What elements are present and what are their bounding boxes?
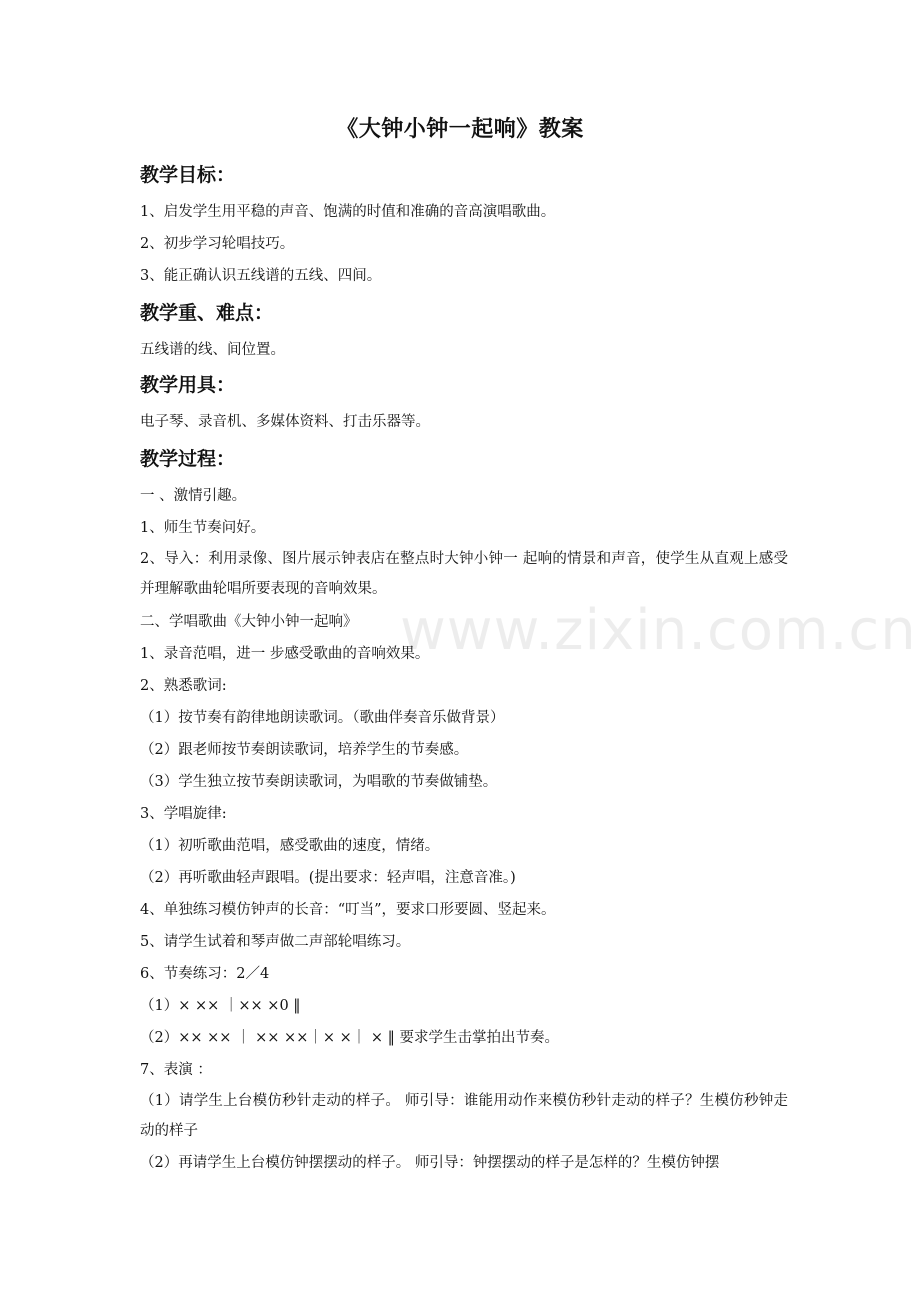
process-line: 2、熟悉歌词: [140, 678, 227, 694]
process-line: 4、单独练习模仿钟声的长音：“叮当”，要求口形要圆、竖起来。 [140, 902, 556, 918]
goal-item: 1、启发学生用平稳的声音、饱满的时值和准确的音高演唱歌曲。 [140, 204, 556, 220]
goal-item: 2、初步学习轮唱技巧。 [140, 236, 295, 252]
process-line: 二、学唱歌曲《大钟小钟一起响》 [140, 614, 358, 630]
focus-section [140, 296, 788, 366]
goal-item: 3、能正确认识五线谱的五线、四间。 [140, 268, 382, 284]
process-section [140, 442, 788, 1178]
focus-heading: 教学重、难点： [140, 302, 274, 324]
rhythm-line: （2）×× ×× ｜ ×× ××｜× ×｜ × ‖ 要求学生击掌拍出节奏。 [140, 1030, 559, 1046]
process-line: （2）再请学生上台模仿钟摆摆动的样子。 师引导：钟摆摆动的样子是怎样的？生模仿钟摆 [140, 1155, 720, 1171]
watermark: www.zixin.com.cn [400, 598, 917, 663]
process-line: 7、表演 ： [140, 1062, 212, 1078]
process-line: 5、请学生试着和琴声做二声部轮唱练习。 [140, 934, 411, 950]
process-line: （1）按节奏有韵律地朗读歌词。（歌曲伴奏音乐做背景） [140, 710, 505, 726]
process-line: （2）跟老师按节奏朗读歌词，培养学生的节奏感。 [140, 742, 469, 758]
focus-text: 五线谱的线、间位置。 [140, 342, 285, 358]
document-title: 《大钟小钟一起响》教案 [336, 116, 584, 142]
process-line: 1、师生节奏问好。 [140, 520, 266, 536]
process-line: 2、导入：利用录像、图片展示钟表店在整点时大钟小钟一 起响的情景和声音，使学生从直观上感受并理解歌曲轮唱所要表现的音响效果。 [140, 551, 788, 597]
tools-heading: 教学用具： [140, 374, 236, 396]
process-line: （2）再听歌曲轻声跟唱。(提出要求：轻声唱，注意音准。) [140, 870, 516, 886]
rhythm-line: （1）× ×× ｜×× ×0 ‖ [140, 998, 301, 1014]
goals-heading: 教学目标： [140, 164, 236, 186]
goals-section [140, 158, 788, 292]
process-line: 6、节奏练习：2／4 [140, 966, 270, 982]
process-heading: 教学过程： [140, 448, 236, 470]
tools-section [140, 368, 788, 438]
process-line: 1、录音范唱，进一 步感受歌曲的音响效果。 [140, 646, 430, 662]
process-line: 一 、激情引趣。 [140, 488, 247, 504]
process-line: （3）学生独立按节奏朗读歌词，为唱歌的节奏做铺垫。 [140, 774, 498, 790]
tools-text: 电子琴、录音机、多媒体资料、打击乐器等。 [140, 414, 430, 430]
process-line: 3、学唱旋律: [140, 806, 227, 822]
process-line: （1）请学生上台模仿秒针走动的样子。 师引导：谁能用动作来模仿秒针走动的样子？生模仿秒钟走动的样子 [140, 1093, 788, 1139]
process-line: （1）初听歌曲范唱，感受歌曲的速度，情绪。 [140, 838, 440, 854]
